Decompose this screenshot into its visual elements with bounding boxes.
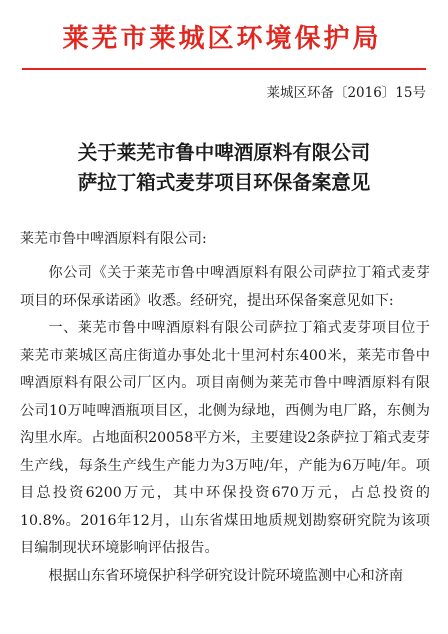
salutation: 莱芜市鲁中啤酒原料有限公司: — [20, 231, 207, 247]
body-paragraph: 根据山东省环境保护科学研究设计院环境监测中心和济南 — [48, 567, 404, 584]
document-body — [20, 260, 430, 590]
agency-masthead: 莱芜市莱城区环境保护局 — [62, 24, 382, 54]
title-line-2: 萨拉丁箱式麦芽项目环保备案意见 — [77, 171, 371, 194]
document-title — [20, 138, 428, 198]
title-line-1: 关于莱芜市鲁中啤酒原料有限公司 — [77, 141, 371, 164]
body-paragraph: 一、莱芜市鲁中啤酒原料有限公司萨拉丁箱式麦芽项目位于莱芜市莱城区高庄街道办事处北十里河村东400米，莱芜市鲁中啤酒原料有限公司厂区内。项目南侧为莱芜市鲁中啤酒原料有限公司10万吨啤酒瓶项目区，北侧为绿地，西侧为电厂路，东侧为沟里水库。占地面积20058平方米，主要建设2条萨拉丁箱式麦芽生产线，每条生产线生产能力为3万吨/年，产能为6万吨/年。项目总投资6200万元，其中环保投资670万元，占总投资的10.8%。2016年12月，山东省煤田地质规划勘察研究院为该项目编制现状环境影响评估报告。 — [20, 320, 430, 556]
body-paragraph: 你公司《关于莱芜市鲁中啤酒原料有限公司萨拉丁箱式麦芽项目的环保承诺函》收悉。经研究，提出环保备案意见如下: — [20, 265, 430, 309]
document-number: 莱城区环备〔2016〕15号 — [266, 85, 426, 101]
red-divider-line — [22, 68, 426, 70]
